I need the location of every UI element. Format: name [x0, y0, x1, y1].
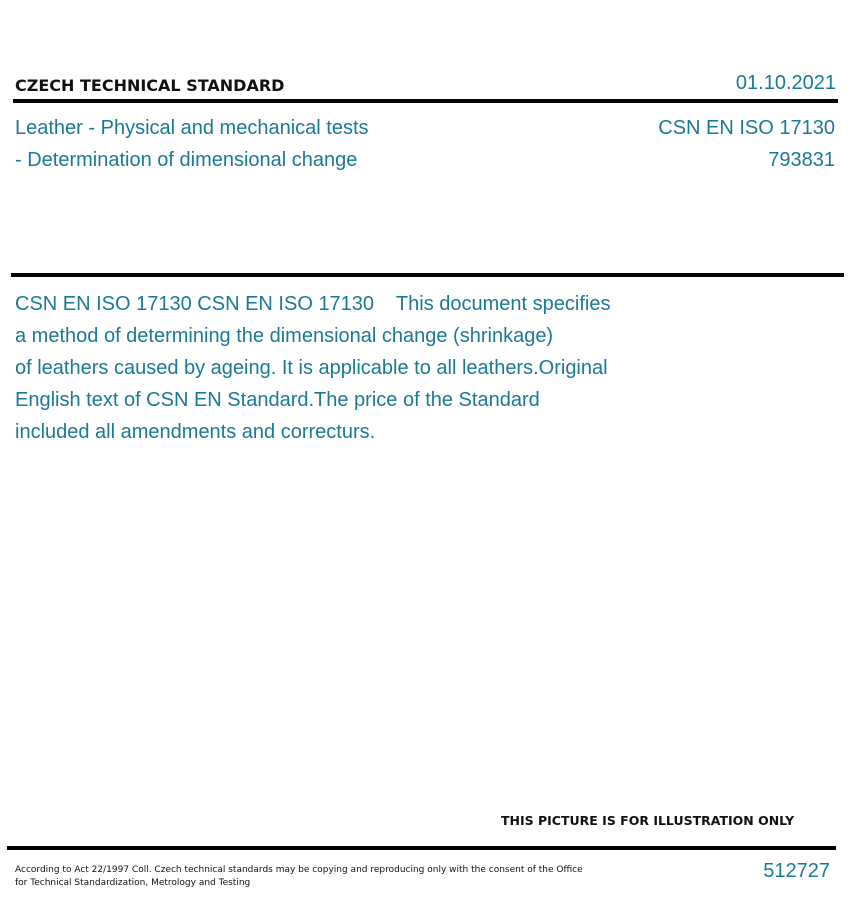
section-divider [11, 273, 844, 277]
description-line: CSN EN ISO 17130 CSN EN ISO 17130 This document specifies [15, 293, 611, 315]
copyright-notice [15, 864, 585, 890]
description-line: English text of CSN EN Standard.The price of the Standard [15, 389, 540, 411]
description-block [15, 288, 675, 448]
document-id: 512727 [763, 860, 830, 882]
description-line: of leathers caused by ageing. It is applicable to all leathers.Original [15, 357, 608, 379]
document-type-heading: CZECH TECHNICAL STANDARD [15, 76, 285, 95]
copyright-line-1: According to Act 22/1997 Coll. Czech technical standards may be copying and reproducing only with the consent of the Office [15, 865, 583, 875]
publication-date: 01.10.2021 [735, 72, 836, 94]
description-line: included all amendments and correcturs. [15, 421, 376, 443]
title-line-2: - Determination of dimensional change [15, 149, 358, 171]
copyright-line-2: for Technical Standardization, Metrology and Testing [15, 878, 251, 888]
description-line: a method of determining the dimensional change (shrinkage) [15, 325, 554, 347]
footer-divider [7, 846, 836, 850]
illustration-notice: THIS PICTURE IS FOR ILLUSTRATION ONLY [501, 813, 795, 828]
header-divider [13, 99, 838, 103]
standard-code: CSN EN ISO 17130 [658, 117, 835, 139]
title-line-1: Leather - Physical and mechanical tests [15, 117, 369, 139]
catalog-number: 793831 [768, 149, 835, 171]
